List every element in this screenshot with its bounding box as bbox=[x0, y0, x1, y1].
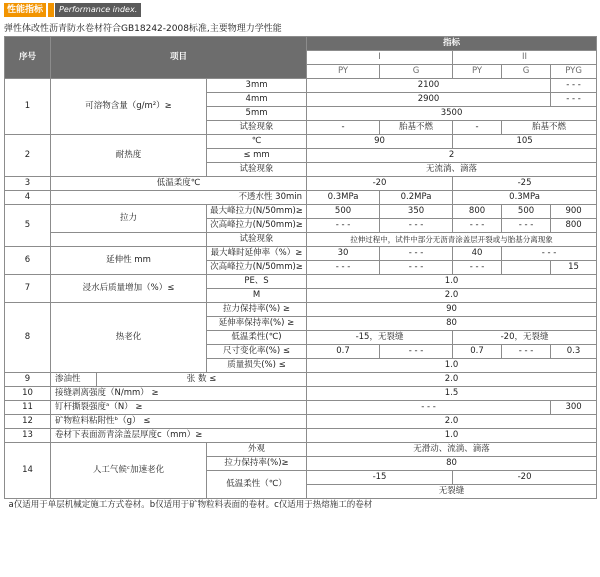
cell-value: 800 bbox=[453, 205, 502, 219]
cell-value: 30 bbox=[307, 247, 380, 261]
row-item: 低温柔度℃ bbox=[51, 177, 307, 191]
row-seq: 4 bbox=[5, 191, 51, 205]
section-header bbox=[4, 2, 141, 18]
table-row bbox=[5, 177, 597, 191]
cell-value: 1.0 bbox=[307, 429, 597, 443]
row-subitem: ℃ bbox=[207, 135, 307, 149]
header-row bbox=[5, 37, 597, 51]
row-seq: 14 bbox=[5, 443, 51, 499]
header-type-PY: PY bbox=[453, 65, 502, 79]
row-subitem: 外观 bbox=[207, 443, 307, 457]
row-item: 可溶物含量（g/m²）≥ bbox=[51, 79, 207, 135]
cell-value: -20 bbox=[453, 471, 597, 485]
row-subitem: 张 数 ≤ bbox=[97, 373, 307, 387]
cell-value: 105 bbox=[453, 135, 597, 149]
header-index: 指标 bbox=[307, 37, 597, 51]
cell-value: 无流淌、滴落 bbox=[307, 163, 597, 177]
row-subitem: 次高峰拉力(N/50mm)≥ bbox=[207, 219, 307, 233]
cell-value: 900 bbox=[551, 205, 597, 219]
row-seq: 7 bbox=[5, 275, 51, 303]
footnote-row bbox=[5, 499, 597, 512]
row-subitem: PE、S bbox=[207, 275, 307, 289]
row-spacer bbox=[51, 233, 207, 247]
row-seq: 10 bbox=[5, 387, 51, 401]
cell-value: 300 bbox=[551, 401, 597, 415]
cell-value: - - - bbox=[551, 79, 597, 93]
cell-value: - bbox=[453, 121, 502, 135]
cell-value: - - - bbox=[453, 261, 502, 275]
row-item: 浸水后质量增加（%）≤ bbox=[51, 275, 207, 303]
row-item: 不透水性 30min bbox=[51, 191, 307, 205]
table-row bbox=[5, 79, 597, 93]
cell-value: 1.0 bbox=[307, 359, 597, 373]
row-subitem: ≤ mm bbox=[207, 149, 307, 163]
row-subitem: 拉力保持率(%) ≥ bbox=[207, 303, 307, 317]
row-subitem: 延伸率保持率(%) ≥ bbox=[207, 317, 307, 331]
header-grade-II: II bbox=[453, 51, 597, 65]
row-subitem: 次高峰拉力(N/50mm)≥ bbox=[207, 261, 307, 275]
row-item: 延伸性 mm bbox=[51, 247, 207, 275]
header-divider bbox=[48, 3, 54, 17]
row-subitem: 3mm bbox=[207, 79, 307, 93]
cell-value: 无裂缝 bbox=[307, 485, 597, 499]
cell-value: 2 bbox=[307, 149, 597, 163]
cell-value bbox=[502, 261, 551, 275]
cell-value: - - - bbox=[380, 345, 453, 359]
cell-value: 0.7 bbox=[307, 345, 380, 359]
table-row bbox=[5, 191, 597, 205]
row-seq: 13 bbox=[5, 429, 51, 443]
row-item: 耐热度 bbox=[51, 135, 207, 177]
header-item: 项目 bbox=[51, 37, 307, 79]
header-type-G: G bbox=[380, 65, 453, 79]
row-seq: 5 bbox=[5, 205, 51, 247]
row-subitem: 试验现象 bbox=[207, 233, 307, 247]
cell-value: -15 bbox=[307, 471, 453, 485]
row-item: 热老化 bbox=[51, 303, 207, 373]
cell-value: - bbox=[307, 121, 380, 135]
cell-value: 15 bbox=[551, 261, 597, 275]
row-seq: 3 bbox=[5, 177, 51, 191]
table-row bbox=[5, 387, 597, 401]
row-seq: 12 bbox=[5, 415, 51, 429]
cell-value: 90 bbox=[307, 303, 597, 317]
row-item: 拉力 bbox=[51, 205, 207, 233]
table-row bbox=[5, 415, 597, 429]
row-subitem: 低温柔性(℃) bbox=[207, 331, 307, 345]
cell-value: 1.0 bbox=[307, 275, 597, 289]
cell-value: 2.0 bbox=[307, 373, 597, 387]
row-subitem: 试验现象 bbox=[207, 163, 307, 177]
row-subitem: 5mm bbox=[207, 107, 307, 121]
table-row bbox=[5, 233, 597, 247]
cell-value: 350 bbox=[380, 205, 453, 219]
row-seq: 11 bbox=[5, 401, 51, 415]
table-row bbox=[5, 443, 597, 457]
row-item: 人工气候ᶜ加速老化 bbox=[51, 443, 207, 499]
cell-value: 1.5 bbox=[307, 387, 597, 401]
cell-value: 90 bbox=[307, 135, 453, 149]
cell-value: 2.0 bbox=[307, 415, 597, 429]
table-row bbox=[5, 429, 597, 443]
cell-value: - - - bbox=[551, 93, 597, 107]
cell-value: - - - bbox=[502, 345, 551, 359]
row-subitem: 试验现象 bbox=[207, 121, 307, 135]
cell-value: 2100 bbox=[307, 79, 551, 93]
performance-table bbox=[4, 36, 597, 511]
table-row bbox=[5, 247, 597, 261]
row-subitem: 4mm bbox=[207, 93, 307, 107]
cell-value: -20 bbox=[307, 177, 453, 191]
table-subtitle: 弹性体改性沥青防水卷材符合GB18242-2008标准,主要物理力学性能 bbox=[4, 24, 282, 34]
cell-value: - - - bbox=[380, 247, 453, 261]
table-row bbox=[5, 205, 597, 219]
cell-value: -25 bbox=[453, 177, 597, 191]
cell-value: 500 bbox=[502, 205, 551, 219]
row-seq: 1 bbox=[5, 79, 51, 135]
row-seq: 2 bbox=[5, 135, 51, 177]
cell-value: - - - bbox=[307, 219, 380, 233]
section-title-cn: 性能指标 bbox=[4, 3, 46, 17]
cell-value: 0.2MPa bbox=[380, 191, 453, 205]
cell-value: 800 bbox=[551, 219, 597, 233]
cell-value: 胎基不燃 bbox=[502, 121, 597, 135]
row-subitem: 低温柔性（℃） bbox=[207, 471, 307, 499]
cell-value: 无滑动、流淌、滴落 bbox=[307, 443, 597, 457]
row-item: 接缝剥离强度（N/mm） ≥ bbox=[51, 387, 307, 401]
cell-value: 2900 bbox=[307, 93, 551, 107]
cell-value: 胎基不燃 bbox=[380, 121, 453, 135]
row-subitem: 质量损失(%) ≤ bbox=[207, 359, 307, 373]
table-row bbox=[5, 275, 597, 289]
row-subitem: 最大峰拉力(N/50mm)≥ bbox=[207, 205, 307, 219]
cell-value: - - - bbox=[307, 261, 380, 275]
table-row bbox=[5, 135, 597, 149]
header-type-PYG: PYG bbox=[551, 65, 597, 79]
cell-value: 500 bbox=[307, 205, 380, 219]
cell-value: 80 bbox=[307, 317, 597, 331]
cell-value: - - - bbox=[453, 219, 502, 233]
header-seq: 序号 bbox=[5, 37, 51, 79]
cell-value: 拉伸过程中，试件中部分无沥青涂盖层开裂或与胎基分离现象 bbox=[307, 233, 597, 247]
row-item: 渗油性 bbox=[51, 373, 97, 387]
row-item: 卷材下表面沥青涂盖层厚度c（mm）≥ bbox=[51, 429, 307, 443]
header-type-PY: PY bbox=[307, 65, 380, 79]
cell-value: - - - bbox=[380, 261, 453, 275]
row-item: 矿物粒料粘附性ᵇ（g） ≤ bbox=[51, 415, 307, 429]
table-row bbox=[5, 303, 597, 317]
row-subitem: 最大峰时延伸率（%）≥ bbox=[207, 247, 307, 261]
footnote: a仅适用于单层机械定施工方式卷材。b仅适用于矿物粒料表面的卷材。c仅适用于热熔施工的卷材 bbox=[8, 499, 373, 510]
row-subitem: M bbox=[207, 289, 307, 303]
header-type-G: G bbox=[502, 65, 551, 79]
row-seq: 9 bbox=[5, 373, 51, 387]
cell-value: 2.0 bbox=[307, 289, 597, 303]
cell-value: - - - bbox=[307, 401, 551, 415]
cell-value: - - - bbox=[502, 219, 551, 233]
cell-value: 80 bbox=[307, 457, 597, 471]
cell-value: 40 bbox=[453, 247, 502, 261]
cell-value: - - - bbox=[380, 219, 453, 233]
row-subitem: 尺寸变化率(%) ≤ bbox=[207, 345, 307, 359]
cell-value: - - - bbox=[502, 247, 597, 261]
cell-value: 0.3MPa bbox=[307, 191, 380, 205]
row-seq: 6 bbox=[5, 247, 51, 275]
cell-value: 0.3MPa bbox=[453, 191, 597, 205]
row-item: 钉杆撕裂强度ᵃ（N） ≥ bbox=[51, 401, 307, 415]
table-row bbox=[5, 373, 597, 387]
cell-value: 0.7 bbox=[453, 345, 502, 359]
row-seq: 8 bbox=[5, 303, 51, 373]
row-subitem: 拉力保持率(%)≥ bbox=[207, 457, 307, 471]
cell-value: 0.3 bbox=[551, 345, 597, 359]
section-title-en: Performance index. bbox=[55, 3, 141, 17]
cell-value: 3500 bbox=[307, 107, 597, 121]
cell-value: -15，无裂缝 bbox=[307, 331, 453, 345]
table-row bbox=[5, 401, 597, 415]
header-grade-I: I bbox=[307, 51, 453, 65]
cell-value: -20，无裂缝 bbox=[453, 331, 597, 345]
